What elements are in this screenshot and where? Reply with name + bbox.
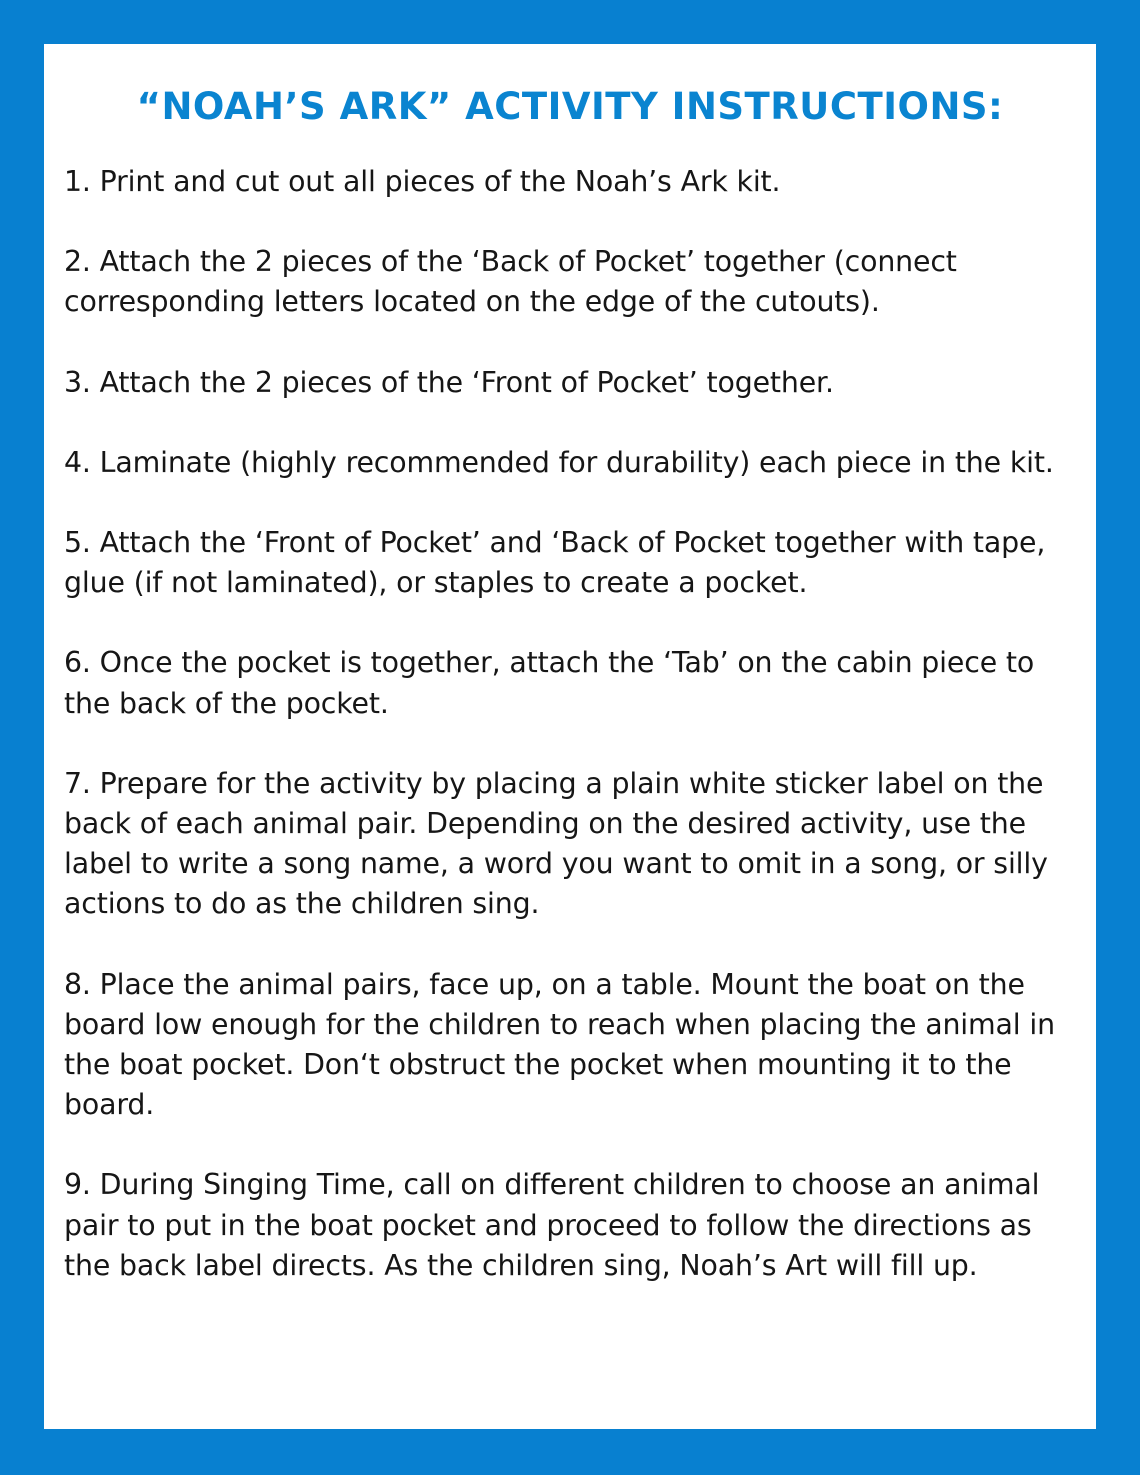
instruction-step-4: 4. Laminate (highly recommended for durability) each piece in the kit.	[64, 445, 1054, 479]
instruction-step-9: 9. During Singing Time, call on different children to choose an animal pair to put in the boat pocket and proceed to follow the directions as the back label directs. As the children sing, Noah’s Art will fill up.	[64, 1168, 1040, 1282]
instruction-step-5: 5. Attach the ‘Front of Pocket’ and ‘Back of Pocket together with tape, glue (if not laminated), or staples to create a pocket.	[64, 526, 1046, 600]
instruction-list	[64, 162, 1076, 1286]
instruction-step-8: 8. Place the animal pairs, face up, on a table. Mount the boat on the board low enough for the children to reach when placing the animal in the boat pocket. Don‘t obstruct the pocket when mounting it to the board.	[64, 967, 1055, 1122]
instruction-sheet	[44, 44, 1096, 1429]
instruction-step-1: 1. Print and cut out all pieces of the Noah’s Ark kit.	[64, 165, 781, 198]
instruction-step-3: 3. Attach the 2 pieces of the ‘Front of Pocket’ together.	[64, 365, 834, 399]
instruction-step-2: 2. Attach the 2 pieces of the ‘Back of Pocket’ together (connect corresponding letters located on the edge of the cutouts).	[64, 245, 957, 319]
instruction-step-6: 6. Once the pocket is together, attach the ‘Tab’ on the cabin piece to the back of the pocket.	[64, 646, 1035, 720]
page-title: “NOAH’S ARK” ACTIVITY INSTRUCTIONS:	[136, 85, 1004, 128]
instruction-step-7: 7. Prepare for the activity by placing a plain white sticker label on the back of each animal pair. Depending on the desired activity, use the label to write a song name, a word you want to omit in a song, or silly actions to do as the children sing.	[64, 766, 1048, 921]
